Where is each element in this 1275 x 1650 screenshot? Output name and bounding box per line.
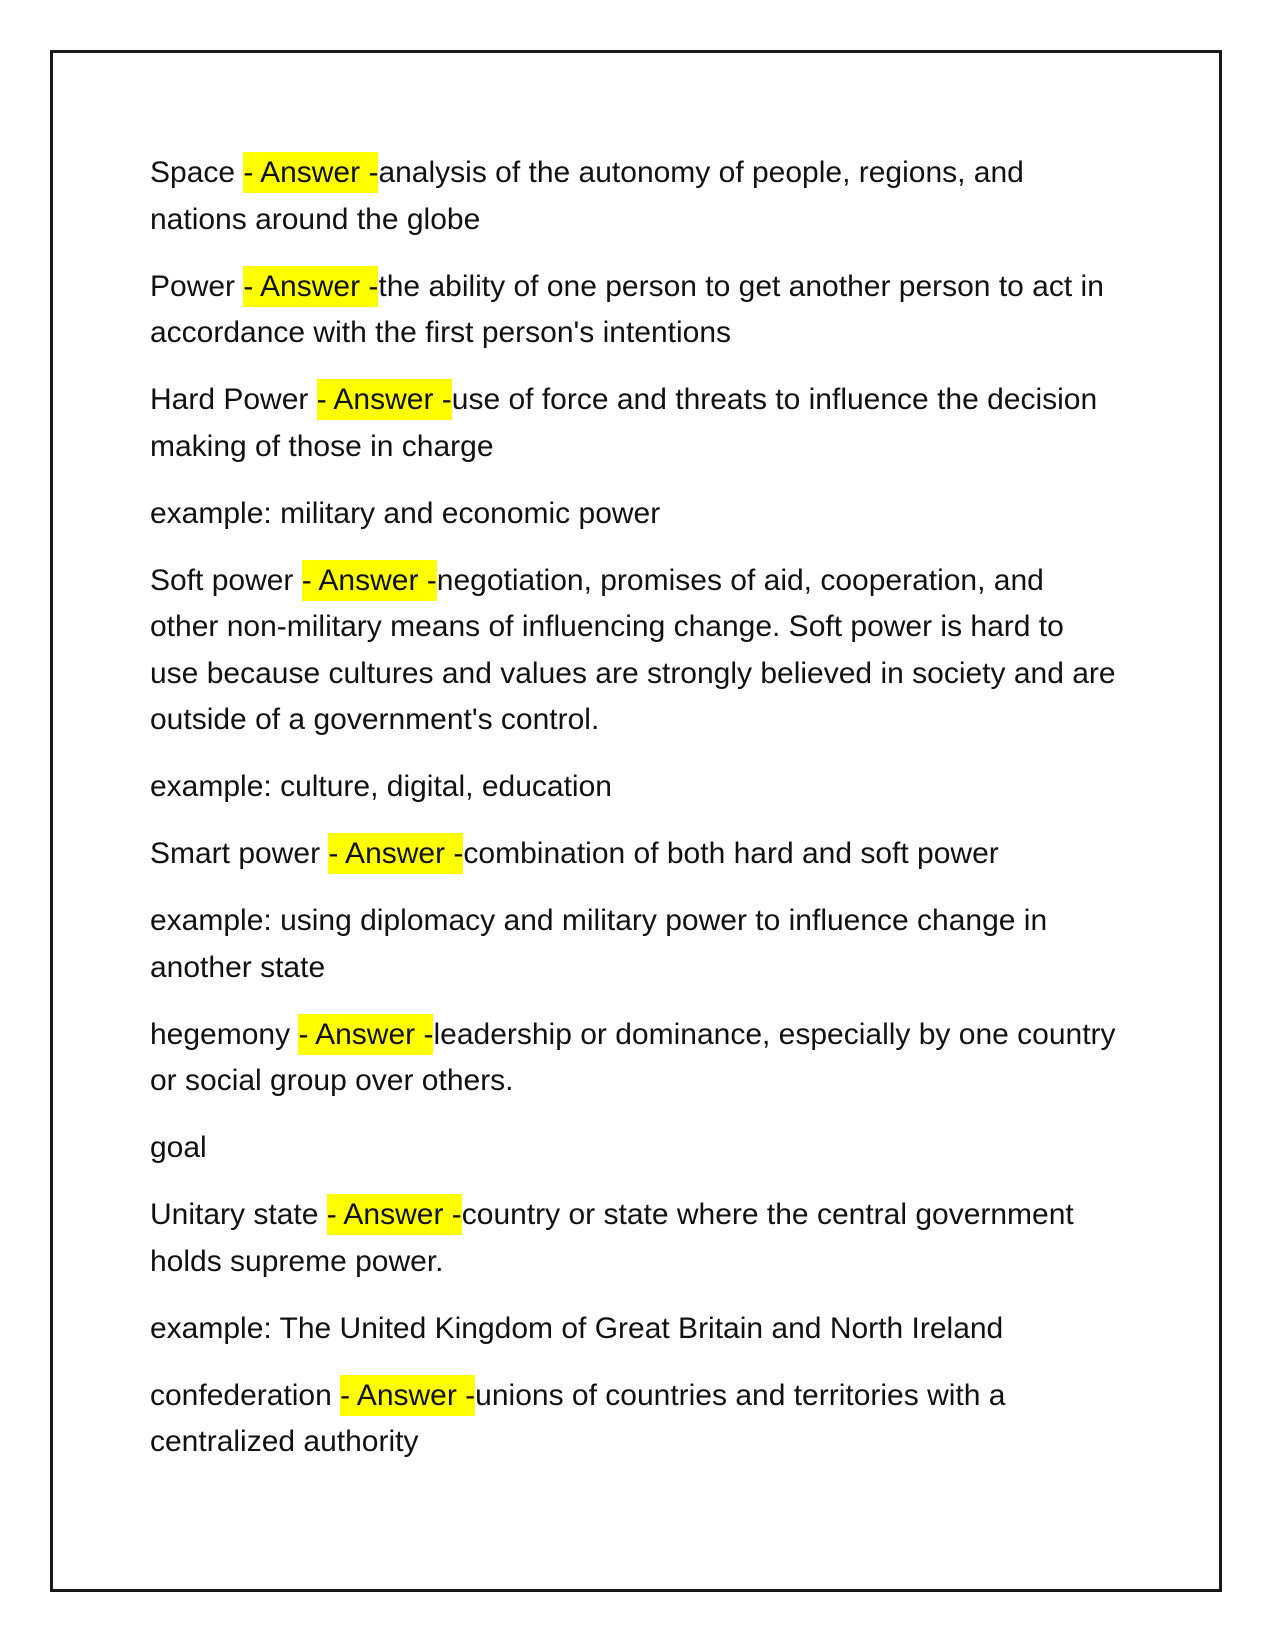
entry-term: Smart power: [150, 837, 329, 870]
entry-term: confederation: [150, 1378, 341, 1412]
entry-hegemony: [150, 1012, 1120, 1105]
answer-highlight: - Answer -: [340, 1375, 475, 1416]
entry-term: Soft power: [150, 563, 302, 597]
entry-term: Power: [150, 269, 244, 303]
example-soft-power: [150, 764, 1120, 811]
note-goal: [150, 1125, 1120, 1172]
example-smart-power: [150, 898, 1120, 991]
example-text: example: using diplomacy and military power to influence change in another state: [150, 904, 1048, 984]
entry-term: Hard Power: [150, 383, 317, 416]
answer-highlight: - Answer -: [298, 1014, 433, 1055]
answer-highlight: - Answer -: [317, 379, 452, 420]
entry-term: Unitary state: [150, 1198, 327, 1231]
entry-definition: analysis of the autonomy of people, regions, and nations around the globe: [150, 156, 1024, 236]
entry-definition: combination of both hard and soft power: [463, 837, 999, 870]
example-text: example: culture, digital, education: [150, 770, 612, 803]
answer-highlight: - Answer -: [327, 1194, 462, 1235]
entry-confederation: [150, 1373, 1120, 1466]
example-hard-power: [150, 491, 1120, 538]
example-text: example: The United Kingdom of Great Britain and North Ireland: [150, 1311, 1004, 1345]
entry-unitary-state: [150, 1192, 1120, 1285]
entry-term: Space: [150, 156, 244, 189]
example-text: example: military and economic power: [150, 496, 661, 530]
entry-soft-power: [150, 558, 1120, 744]
entry-definition: leadership or dominance, especially by one country or social group over others.: [150, 1017, 1116, 1097]
answer-highlight: - Answer -: [328, 833, 463, 874]
answer-highlight: - Answer -: [302, 560, 437, 601]
document-body: [150, 150, 1120, 1486]
note-text: goal: [150, 1131, 207, 1164]
answer-highlight: - Answer -: [243, 266, 378, 307]
example-unitary-state: [150, 1306, 1120, 1353]
answer-highlight: - Answer -: [243, 152, 378, 193]
entry-definition: country or state where the central government holds supreme power.: [150, 1198, 1074, 1278]
entry-space: [150, 150, 1120, 243]
entry-power: [150, 264, 1120, 357]
entry-definition: unions of countries and territories with a centralized authority: [150, 1378, 1006, 1458]
entry-smart-power: [150, 831, 1120, 878]
entry-definition: use of force and threats to influence the decision making of those in charge: [150, 383, 1098, 463]
entry-definition: negotiation, promises of aid, cooperation, and other non-military means of influencing change. Soft power is hard to use because cultures and values are strongly believed in society and are outside of a government's control.: [150, 563, 1116, 736]
entry-hard-power: [150, 377, 1120, 470]
entry-term: hegemony: [150, 1017, 299, 1051]
entry-definition: the ability of one person to get another person to act in accordance with the first person's intentions: [150, 269, 1104, 349]
